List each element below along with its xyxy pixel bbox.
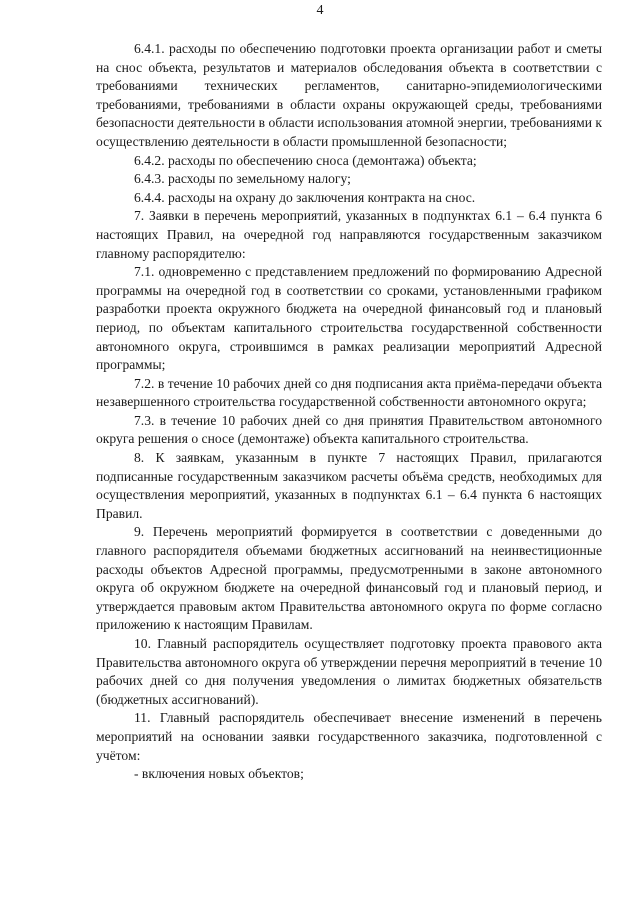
- paragraph-7-3: 7.3. в течение 10 рабочих дней со дня принятия Правительством автономного округа решения о сносе (демонтаже) объекта капитального строительства.: [96, 412, 602, 447]
- paragraph-11: 11. Главный распорядитель обеспечивает внесение изменений в перечень мероприятий на основании заявки государственного заказчика, подготовленной с учётом:: [96, 710, 602, 763]
- paragraph-6-4-1: 6.4.1. расходы по обеспечению подготовки проекта организации работ и сметы на снос объекта, результатов и материалов обследования объекта в соответствии с требованиями технических регламентов, санитарно-эпидемиологическими требованиями, требованиями в области охраны окружающей среды, требованиями безопасности деятельности в области использования атомной энергии, требованиями к осуществлению деятельности в области промышленной безопасности;: [96, 41, 602, 149]
- paragraph-7-2: 7.2. в течение 10 рабочих дней со дня подписания акта приёма-передачи объекта незавершенного строительства государственной собственности автономного округа;: [96, 375, 602, 410]
- document-body: [96, 40, 602, 784]
- paragraph-7: 7. Заявки в перечень мероприятий, указанных в подпунктах 6.1 – 6.4 пункта 6 настоящих Правил, на очередной год направляются государственным заказчиком главному распорядителю:: [96, 208, 602, 261]
- list-item-new-objects: - включения новых объектов;: [134, 766, 304, 782]
- paragraph-8: 8. К заявкам, указанным в пункте 7 настоящих Правил, прилагаются подписанные государственным заказчиком расчеты объёма средств, необходимых для осуществления мероприятий, указанных в подпунктах 6.1 – 6.4 пункта 6 настоящих Правил.: [96, 450, 602, 521]
- paragraph-6-4-3: 6.4.3. расходы по земельному налогу;: [134, 171, 351, 187]
- page-number: 4: [316, 3, 324, 18]
- paragraph-6-4-2: 6.4.2. расходы по обеспечению сноса (демонтажа) объекта;: [134, 152, 477, 168]
- paragraph-6-4-4: 6.4.4. расходы на охрану до заключения контракта на снос.: [134, 189, 476, 205]
- paragraph-9: 9. Перечень мероприятий формируется в соответствии с доведенными до главного распорядителя объемами бюджетных ассигнований на неинвестиционные расходы объектов Адресной программы, предусмотренными в законе автономного округа об окружном бюджете на очередной финансовый год и плановый период, и утверждается правовым актом Правительства автономного округа по форме согласно приложению к настоящим Правилам.: [96, 524, 602, 633]
- paragraph-10: 10. Главный распорядитель осуществляет подготовку проекта правового акта Правительства автономного округа об утверждении перечня мероприятий в течение 10 рабочих дней со дня получения уведомления о лимитах бюджетных обязательств (бюджетных ассигнований).: [96, 636, 602, 707]
- paragraph-7-1: 7.1. одновременно с представлением предложений по формированию Адресной программы на очередной год в соответствии со сроками, установленными графиком разработки проекта окружного бюджета на очередной финансовый год и плановый период, по объектам капитального строительства государственной собственности автономного округа, строившимся в рамках реализации мероприятий Адресной программы;: [96, 264, 602, 373]
